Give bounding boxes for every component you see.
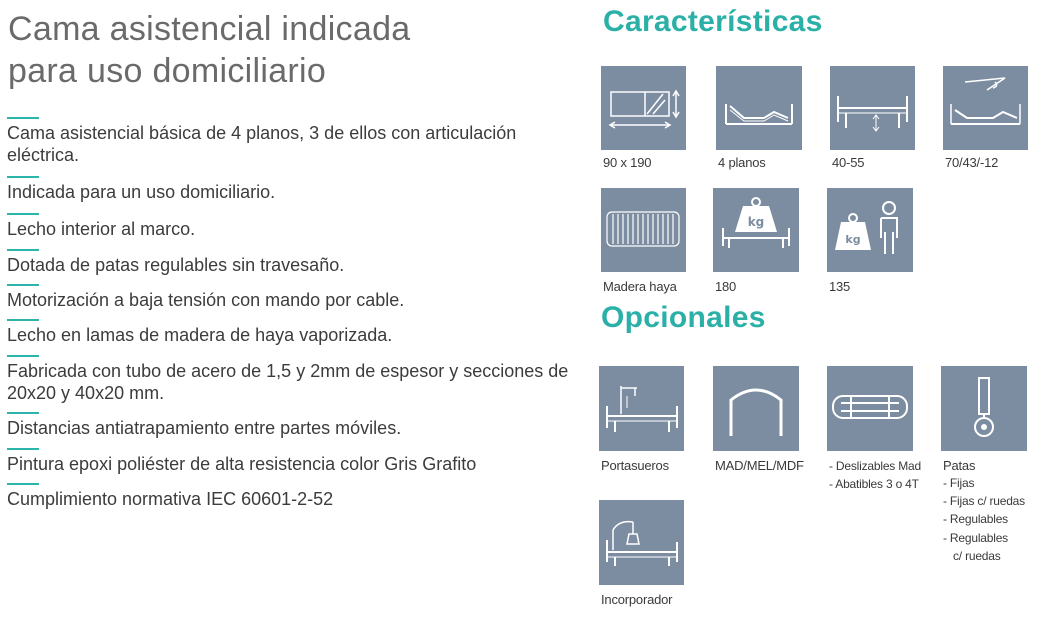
angles-tile xyxy=(943,66,1028,150)
opcional-label: Portasueros xyxy=(601,458,669,473)
wood-tile xyxy=(601,188,686,272)
title-line-2: para uso domiciliario xyxy=(8,52,327,90)
feature-item: Cama asistencial básica de 4 planos, 3 de ellos con articulación eléctrica. xyxy=(7,122,587,166)
side-rails-tile xyxy=(827,366,913,451)
opcional-label: - Abatibles 3 o 4T xyxy=(829,477,919,491)
title-line-1: Cama asistencial indicada xyxy=(8,10,411,48)
side-rails-icon xyxy=(827,366,913,451)
max-load-tile xyxy=(713,188,799,272)
feature-item: Dotada de patas regulables sin travesaño. xyxy=(7,254,587,276)
opcional-label: - Deslizables Mad xyxy=(829,459,921,473)
feature-item: Distancias antiatrapamiento entre partes móviles. xyxy=(7,417,587,439)
dimensions-icon xyxy=(601,66,686,150)
opcional-label: Patas xyxy=(943,458,976,473)
feature-list xyxy=(7,122,587,510)
patas-option: - Fijas c/ ruedas xyxy=(943,494,1025,508)
dimensions-tile xyxy=(601,66,686,150)
opcional-label: Incorporador xyxy=(601,592,673,607)
lifting-pole-tile xyxy=(599,500,684,585)
iv-pole-tile xyxy=(599,366,684,451)
height-tile xyxy=(830,66,915,150)
four-planes-tile xyxy=(716,66,802,150)
page-title xyxy=(8,8,410,92)
angles-icon xyxy=(943,66,1028,150)
patas-option: c/ ruedas xyxy=(953,549,1001,563)
opcionales-title: Opcionales xyxy=(601,301,766,334)
caracteristica-label: 180 xyxy=(715,279,737,294)
headboard-icon xyxy=(713,366,799,451)
caracteristica-label: Madera haya xyxy=(603,279,677,294)
iv-pole-icon xyxy=(599,366,684,451)
headboard-tile xyxy=(713,366,799,451)
wood-slats-icon xyxy=(601,188,686,272)
caracteristica-label: 135 xyxy=(829,279,851,294)
lifting-pole-icon xyxy=(599,500,684,585)
feature-item: Fabricada con tubo de acero de 1,5 y 2mm de espesor y secciones de 20x20 y 40x20 mm. xyxy=(7,360,587,404)
patient-weight-tile xyxy=(827,188,913,272)
opcional-label: MAD/MEL/MDF xyxy=(715,458,804,473)
max-load-icon xyxy=(713,188,799,272)
patas-option: - Regulables xyxy=(943,512,1008,526)
feature-item: Motorización a baja tensión con mando por cable. xyxy=(7,289,587,311)
caracteristica-label: 4 planos xyxy=(718,155,766,170)
feature-item: Cumplimiento normativa IEC 60601-2-52 xyxy=(7,488,587,510)
feature-item: Pintura epoxi poliéster de alta resistencia color Gris Grafito xyxy=(7,453,587,475)
leg-icon xyxy=(941,366,1027,451)
patient-weight-icon xyxy=(827,188,913,272)
patas-option: - Regulables xyxy=(943,531,1008,545)
feature-item: Lecho interior al marco. xyxy=(7,218,587,240)
caracteristica-label: 40-55 xyxy=(832,155,865,170)
height-adjust-icon xyxy=(830,66,915,150)
caracteristica-label: 90 x 190 xyxy=(603,155,652,170)
caracteristica-label: 70/43/-12 xyxy=(945,155,999,170)
svg-text:kg: kg xyxy=(747,215,765,229)
feature-item: Lecho en lamas de madera de haya vaporizada. xyxy=(7,324,587,346)
feature-item: Indicada para un uso domiciliario. xyxy=(7,181,587,203)
patas-option: - Fijas xyxy=(943,476,975,490)
four-planes-icon xyxy=(716,66,802,150)
caracteristicas-title: Características xyxy=(603,5,823,38)
leg-tile xyxy=(941,366,1027,451)
svg-text:kg: kg xyxy=(845,233,861,246)
